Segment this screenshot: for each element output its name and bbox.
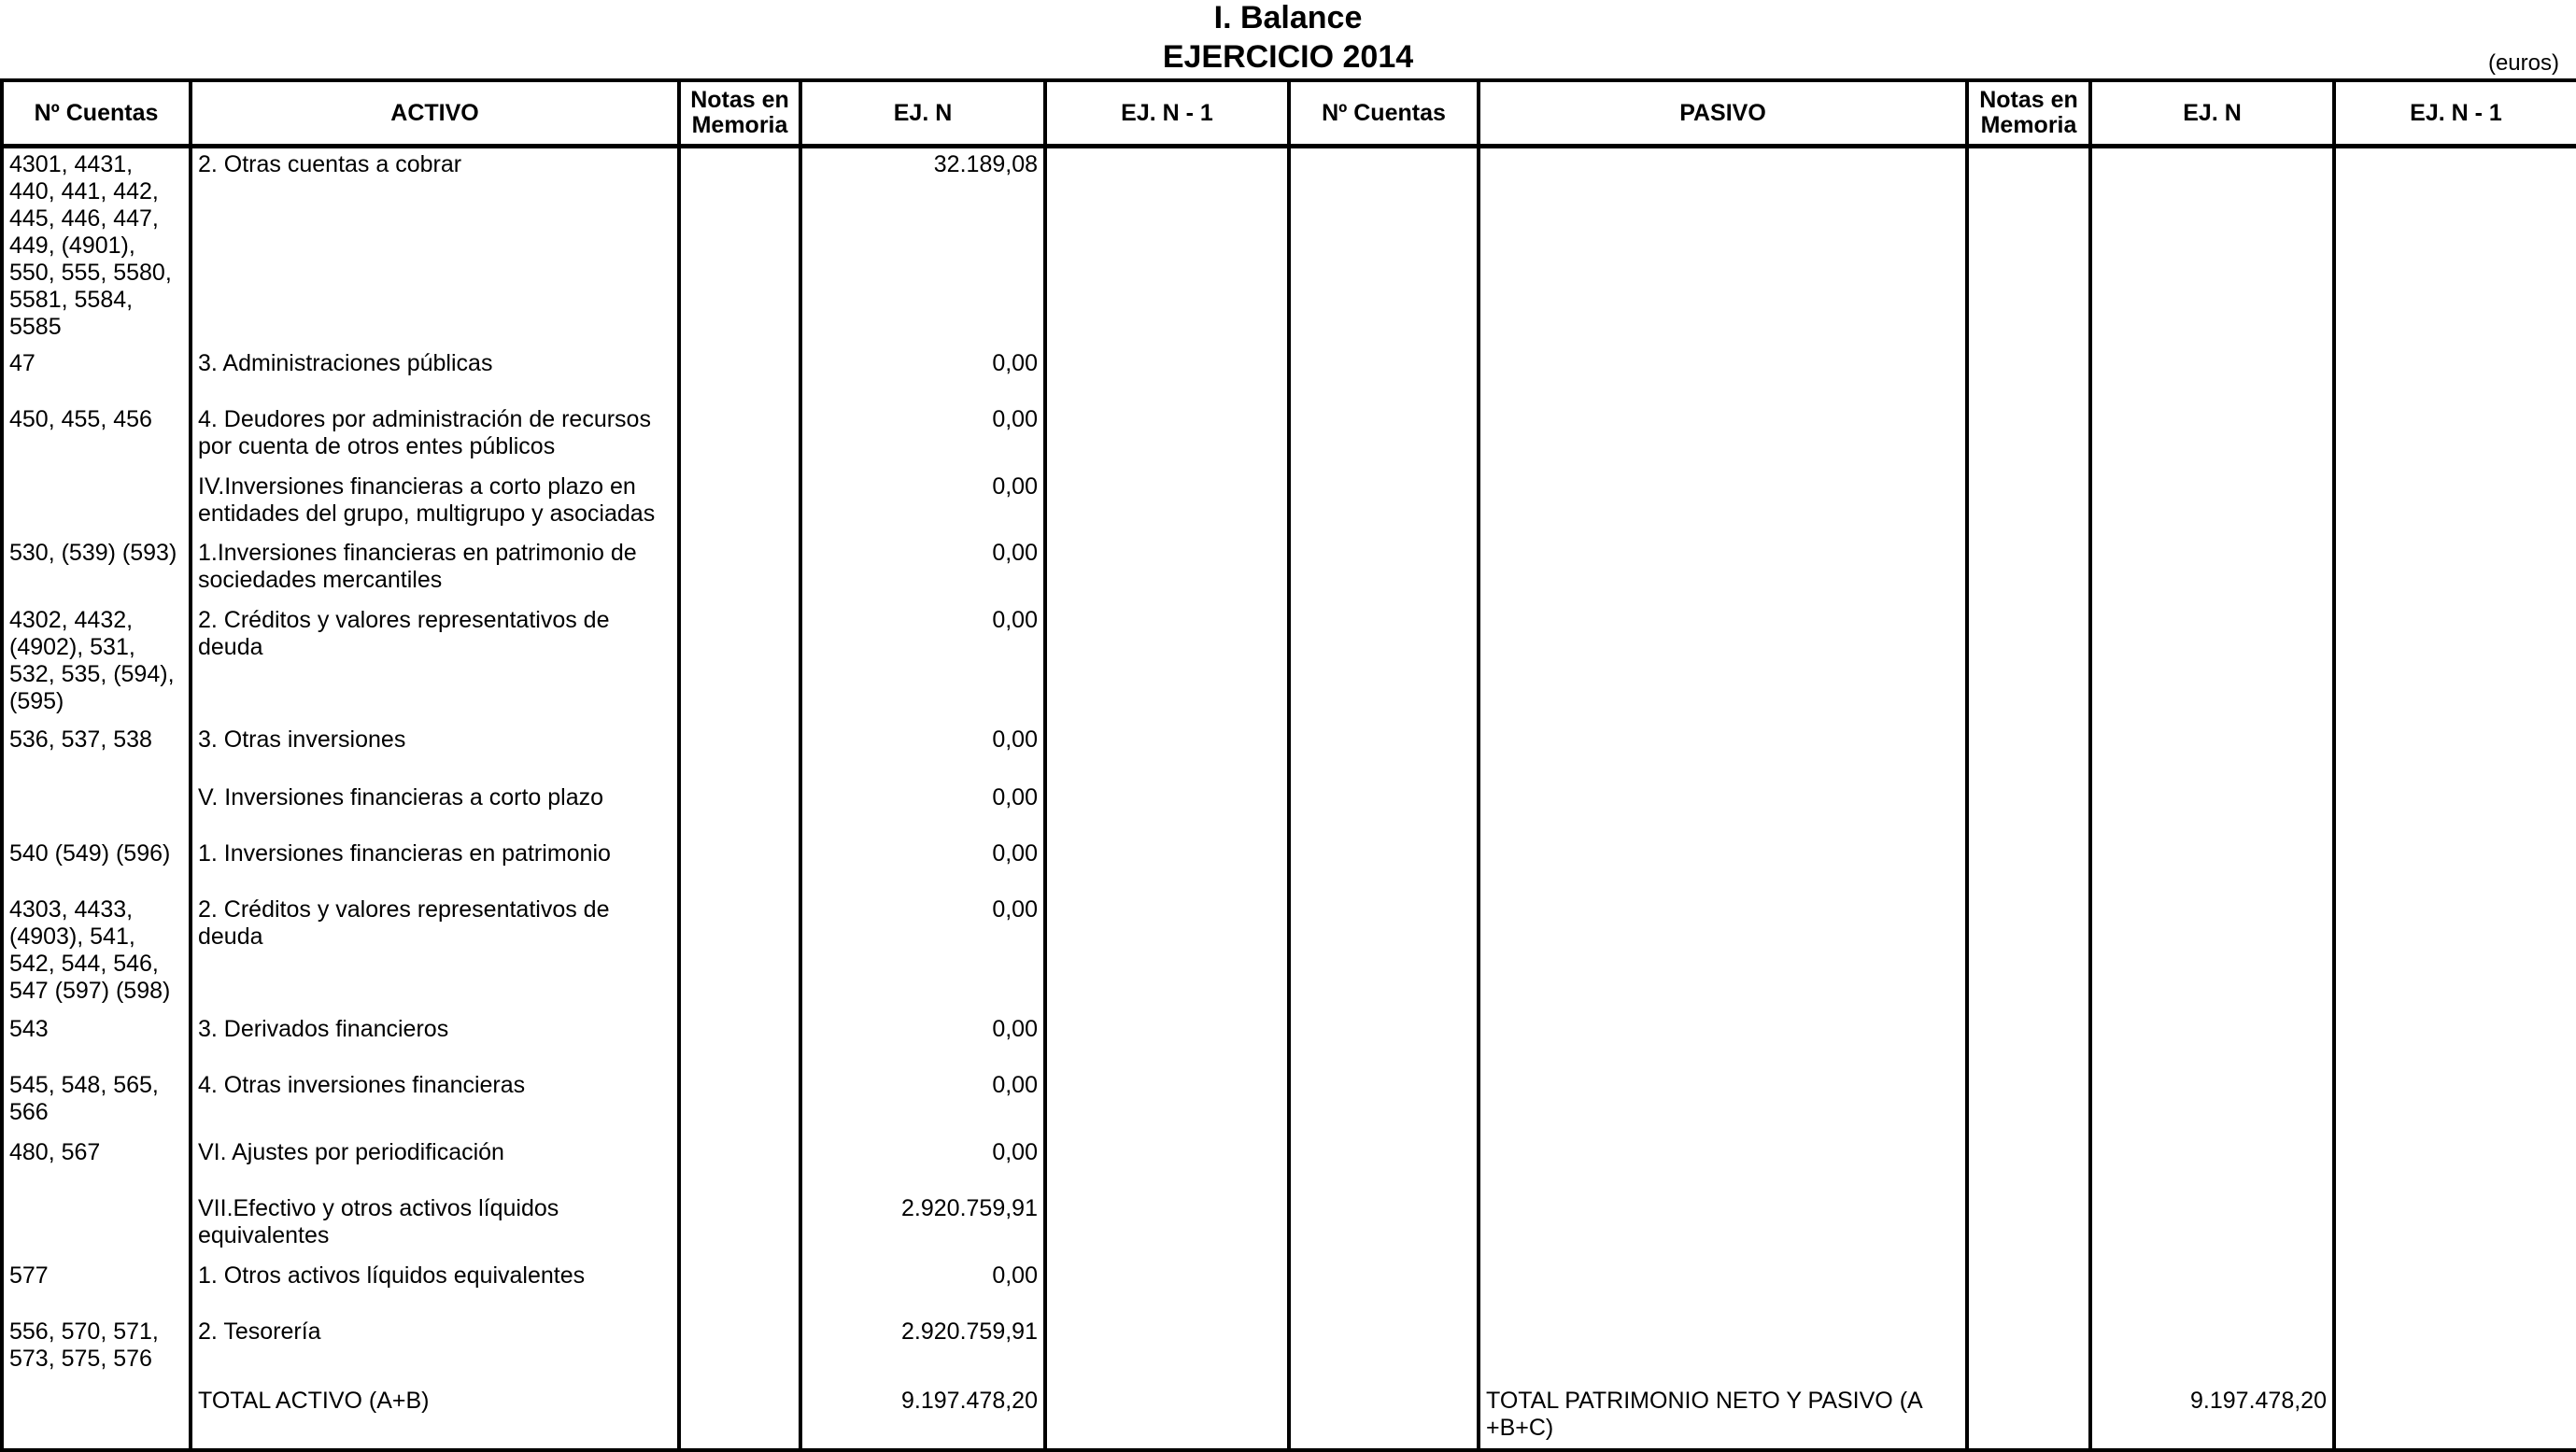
- ejn1-pasivo-cell: [2334, 1192, 2576, 1260]
- pasivo-cell: [1479, 838, 1967, 894]
- ejn-pasivo-cell: [2090, 1069, 2334, 1136]
- ejn-pasivo-cell: [2090, 1136, 2334, 1192]
- ejn1-cell: [1045, 1316, 1289, 1385]
- cuentas-pasivo-cell: [1289, 1385, 1479, 1450]
- table-row: [2, 1316, 2576, 1385]
- table-row: [2, 894, 2576, 1013]
- notas-pasivo-cell: [1967, 1192, 2090, 1260]
- ejn1-cell: [1045, 537, 1289, 604]
- table-row: [2, 403, 2576, 471]
- ejn-cell: 9.197.478,20: [800, 1385, 1045, 1450]
- ejn-cell: 0,00: [800, 782, 1045, 838]
- cuentas-cell: [2, 782, 191, 838]
- header-notas-activo: Notas en Memoria: [679, 80, 800, 147]
- ejn-pasivo-cell: [2090, 604, 2334, 724]
- ejn-pasivo-cell: [2090, 537, 2334, 604]
- cuentas-pasivo-cell: [1289, 838, 1479, 894]
- notas-pasivo-cell: [1967, 1136, 2090, 1192]
- cuentas-pasivo-cell: [1289, 782, 1479, 838]
- cuentas-cell: [2, 1192, 191, 1260]
- notas-pasivo-cell: [1967, 1260, 2090, 1316]
- activo-cell: 3. Administraciones públicas: [191, 347, 679, 403]
- activo-cell: 3. Derivados financieros: [191, 1013, 679, 1069]
- pasivo-cell: [1479, 1192, 1967, 1260]
- pasivo-cell: [1479, 537, 1967, 604]
- table-row: [2, 838, 2576, 894]
- notas-cell: [679, 1316, 800, 1385]
- ejn1-pasivo-cell: [2334, 537, 2576, 604]
- cuentas-cell: 480, 567: [2, 1136, 191, 1192]
- cuentas-pasivo-cell: [1289, 471, 1479, 537]
- ejn1-cell: [1045, 147, 1289, 347]
- cuentas-pasivo-cell: [1289, 604, 1479, 724]
- notas-cell: [679, 1260, 800, 1316]
- ejn-pasivo-cell: [2090, 403, 2334, 471]
- ejn-pasivo-cell: [2090, 724, 2334, 782]
- pasivo-cell: [1479, 347, 1967, 403]
- ejn-cell: 0,00: [800, 894, 1045, 1013]
- ejn1-cell: [1045, 1013, 1289, 1069]
- ejn1-cell: [1045, 471, 1289, 537]
- notas-cell: [679, 471, 800, 537]
- cuentas-cell: 540 (549) (596): [2, 838, 191, 894]
- notas-pasivo-cell: [1967, 604, 2090, 724]
- balance-body: [2, 147, 2576, 1450]
- ejn-pasivo-cell: [2090, 782, 2334, 838]
- ejn-cell: 0,00: [800, 1013, 1045, 1069]
- cuentas-pasivo-cell: [1289, 1192, 1479, 1260]
- activo-cell: IV.Inversiones financieras a corto plazo en entidades del grupo, multigrupo y asociadas: [191, 471, 679, 537]
- ejn1-cell: [1045, 604, 1289, 724]
- pasivo-cell: TOTAL PATRIMONIO NETO Y PASIVO (A +B+C): [1479, 1385, 1967, 1450]
- ejn-cell: 0,00: [800, 403, 1045, 471]
- cuentas-cell: 4302, 4432, (4902), 531, 532, 535, (594), (595): [2, 604, 191, 724]
- table-row: [2, 724, 2576, 782]
- header-ejn1-activo: EJ. N - 1: [1045, 80, 1289, 147]
- ejn-pasivo-cell: [2090, 838, 2334, 894]
- ejn-cell: 0,00: [800, 537, 1045, 604]
- ejn1-pasivo-cell: [2334, 782, 2576, 838]
- cuentas-pasivo-cell: [1289, 724, 1479, 782]
- notas-cell: [679, 347, 800, 403]
- activo-cell: 2. Créditos y valores representativos de deuda: [191, 894, 679, 1013]
- table-row: [2, 1069, 2576, 1136]
- notas-cell: [679, 1013, 800, 1069]
- pasivo-cell: [1479, 1013, 1967, 1069]
- pasivo-cell: [1479, 147, 1967, 347]
- notas-pasivo-cell: [1967, 537, 2090, 604]
- ejn-cell: 0,00: [800, 471, 1045, 537]
- cuentas-cell: 450, 455, 456: [2, 403, 191, 471]
- ejn1-cell: [1045, 1192, 1289, 1260]
- notas-pasivo-cell: [1967, 147, 2090, 347]
- cuentas-cell: 4303, 4433, (4903), 541, 542, 544, 546, 547 (597) (598): [2, 894, 191, 1013]
- ejn-pasivo-cell: [2090, 894, 2334, 1013]
- page-title: I. Balance: [1213, 0, 1363, 35]
- header-pasivo: PASIVO: [1479, 80, 1967, 147]
- cuentas-cell: 530, (539) (593): [2, 537, 191, 604]
- cuentas-cell: 543: [2, 1013, 191, 1069]
- pasivo-cell: [1479, 471, 1967, 537]
- pasivo-cell: [1479, 1069, 1967, 1136]
- ejn1-pasivo-cell: [2334, 894, 2576, 1013]
- notas-pasivo-cell: [1967, 403, 2090, 471]
- ejn-pasivo-cell: 9.197.478,20: [2090, 1385, 2334, 1450]
- unit-label: (euros): [2487, 50, 2559, 76]
- pasivo-cell: [1479, 782, 1967, 838]
- notas-pasivo-cell: [1967, 1316, 2090, 1385]
- ejn1-pasivo-cell: [2334, 471, 2576, 537]
- cuentas-pasivo-cell: [1289, 537, 1479, 604]
- cuentas-cell: 556, 570, 571, 573, 575, 576: [2, 1316, 191, 1385]
- ejn1-cell: [1045, 1069, 1289, 1136]
- pasivo-cell: [1479, 604, 1967, 724]
- notas-cell: [679, 1069, 800, 1136]
- header-row: [2, 80, 2576, 147]
- ejn-cell: 2.920.759,91: [800, 1316, 1045, 1385]
- cuentas-pasivo-cell: [1289, 147, 1479, 347]
- table-row: [2, 604, 2576, 724]
- notas-pasivo-cell: [1967, 724, 2090, 782]
- notas-pasivo-cell: [1967, 347, 2090, 403]
- ejn1-cell: [1045, 347, 1289, 403]
- activo-cell: TOTAL ACTIVO (A+B): [191, 1385, 679, 1450]
- table-row: [2, 347, 2576, 403]
- ejn1-cell: [1045, 782, 1289, 838]
- ejn1-pasivo-cell: [2334, 1136, 2576, 1192]
- notas-cell: [679, 724, 800, 782]
- notas-cell: [679, 782, 800, 838]
- ejn-pasivo-cell: [2090, 1316, 2334, 1385]
- notas-cell: [679, 147, 800, 347]
- notas-pasivo-cell: [1967, 894, 2090, 1013]
- cuentas-pasivo-cell: [1289, 1136, 1479, 1192]
- pasivo-cell: [1479, 724, 1967, 782]
- header-activo: ACTIVO: [191, 80, 679, 147]
- notas-cell: [679, 604, 800, 724]
- ejn1-pasivo-cell: [2334, 1316, 2576, 1385]
- balance-table: [0, 78, 2576, 1452]
- activo-cell: 2. Créditos y valores representativos de deuda: [191, 604, 679, 724]
- ejn-pasivo-cell: [2090, 147, 2334, 347]
- pasivo-cell: [1479, 1316, 1967, 1385]
- cuentas-pasivo-cell: [1289, 1013, 1479, 1069]
- notas-cell: [679, 403, 800, 471]
- ejn1-cell: [1045, 894, 1289, 1013]
- table-row: [2, 1013, 2576, 1069]
- pasivo-cell: [1479, 403, 1967, 471]
- cuentas-pasivo-cell: [1289, 347, 1479, 403]
- ejn-pasivo-cell: [2090, 1013, 2334, 1069]
- table-row: [2, 782, 2576, 838]
- cuentas-cell: 577: [2, 1260, 191, 1316]
- pasivo-cell: [1479, 1136, 1967, 1192]
- table-row: [2, 1192, 2576, 1260]
- ejn1-cell: [1045, 403, 1289, 471]
- header-notas-pasivo: Notas en Memoria: [1967, 80, 2090, 147]
- table-row: [2, 1260, 2576, 1316]
- ejn-pasivo-cell: [2090, 471, 2334, 537]
- notas-cell: [679, 894, 800, 1013]
- table-row: [2, 1136, 2576, 1192]
- activo-cell: 2. Tesorería: [191, 1316, 679, 1385]
- notas-pasivo-cell: [1967, 1069, 2090, 1136]
- ejn-cell: 0,00: [800, 1136, 1045, 1192]
- header-ejn1-pasivo: EJ. N - 1: [2334, 80, 2576, 147]
- notas-cell: [679, 838, 800, 894]
- ejn-cell: 0,00: [800, 724, 1045, 782]
- ejn1-cell: [1045, 838, 1289, 894]
- table-row: [2, 471, 2576, 537]
- header-cuentas-pasivo: Nº Cuentas: [1289, 80, 1479, 147]
- notas-pasivo-cell: [1967, 471, 2090, 537]
- cuentas-pasivo-cell: [1289, 1316, 1479, 1385]
- ejn-cell: 0,00: [800, 1260, 1045, 1316]
- ejn-cell: 32.189,08: [800, 147, 1045, 347]
- notas-pasivo-cell: [1967, 1385, 2090, 1450]
- pasivo-cell: [1479, 1260, 1967, 1316]
- ejn-cell: 0,00: [800, 347, 1045, 403]
- cuentas-pasivo-cell: [1289, 894, 1479, 1013]
- activo-cell: 1. Inversiones financieras en patrimonio: [191, 838, 679, 894]
- ejn1-cell: [1045, 1385, 1289, 1450]
- activo-cell: V. Inversiones financieras a corto plazo: [191, 782, 679, 838]
- cuentas-cell: [2, 471, 191, 537]
- ejn1-cell: [1045, 724, 1289, 782]
- notas-cell: [679, 537, 800, 604]
- table-row: [2, 537, 2576, 604]
- cuentas-pasivo-cell: [1289, 1069, 1479, 1136]
- ejn1-pasivo-cell: [2334, 403, 2576, 471]
- ejn-cell: 0,00: [800, 1069, 1045, 1136]
- ejn1-pasivo-cell: [2334, 1069, 2576, 1136]
- cuentas-cell: [2, 1385, 191, 1450]
- notas-pasivo-cell: [1967, 838, 2090, 894]
- notas-cell: [679, 1192, 800, 1260]
- ejn-cell: 0,00: [800, 838, 1045, 894]
- activo-cell: VII.Efectivo y otros activos líquidos equivalentes: [191, 1192, 679, 1260]
- activo-cell: 4. Otras inversiones financieras: [191, 1069, 679, 1136]
- ejn1-pasivo-cell: [2334, 1260, 2576, 1316]
- ejn-pasivo-cell: [2090, 347, 2334, 403]
- cuentas-cell: 47: [2, 347, 191, 403]
- activo-cell: 2. Otras cuentas a cobrar: [191, 147, 679, 347]
- ejn1-pasivo-cell: [2334, 1013, 2576, 1069]
- notas-pasivo-cell: [1967, 1013, 2090, 1069]
- page-subtitle: EJERCICIO 2014: [1162, 39, 1414, 75]
- ejn1-cell: [1045, 1260, 1289, 1316]
- ejn1-pasivo-cell: [2334, 724, 2576, 782]
- pasivo-cell: [1479, 894, 1967, 1013]
- ejn1-pasivo-cell: [2334, 347, 2576, 403]
- notas-cell: [679, 1136, 800, 1192]
- header-ejn-activo: EJ. N: [800, 80, 1045, 147]
- cuentas-pasivo-cell: [1289, 403, 1479, 471]
- header-ejn-pasivo: EJ. N: [2090, 80, 2334, 147]
- ejn1-pasivo-cell: [2334, 604, 2576, 724]
- activo-cell: 1. Otros activos líquidos equivalentes: [191, 1260, 679, 1316]
- table-row: [2, 1385, 2576, 1450]
- cuentas-cell: 536, 537, 538: [2, 724, 191, 782]
- ejn1-pasivo-cell: [2334, 1385, 2576, 1450]
- activo-cell: 1.Inversiones financieras en patrimonio de sociedades mercantiles: [191, 537, 679, 604]
- cuentas-cell: 545, 548, 565, 566: [2, 1069, 191, 1136]
- ejn-pasivo-cell: [2090, 1192, 2334, 1260]
- ejn1-pasivo-cell: [2334, 147, 2576, 347]
- header-cuentas-activo: Nº Cuentas: [2, 80, 191, 147]
- cuentas-pasivo-cell: [1289, 1260, 1479, 1316]
- ejn-cell: 2.920.759,91: [800, 1192, 1045, 1260]
- ejn-pasivo-cell: [2090, 1260, 2334, 1316]
- ejn1-cell: [1045, 1136, 1289, 1192]
- ejn-cell: 0,00: [800, 604, 1045, 724]
- activo-cell: 3. Otras inversiones: [191, 724, 679, 782]
- cuentas-cell: 4301, 4431, 440, 441, 442, 445, 446, 447, 449, (4901), 550, 555, 5580, 5581, 5584, 5585: [2, 147, 191, 347]
- activo-cell: 4. Deudores por administración de recursos por cuenta de otros entes públicos: [191, 403, 679, 471]
- activo-cell: VI. Ajustes por periodificación: [191, 1136, 679, 1192]
- notas-pasivo-cell: [1967, 782, 2090, 838]
- ejn1-pasivo-cell: [2334, 838, 2576, 894]
- table-row: [2, 147, 2576, 347]
- notas-cell: [679, 1385, 800, 1450]
